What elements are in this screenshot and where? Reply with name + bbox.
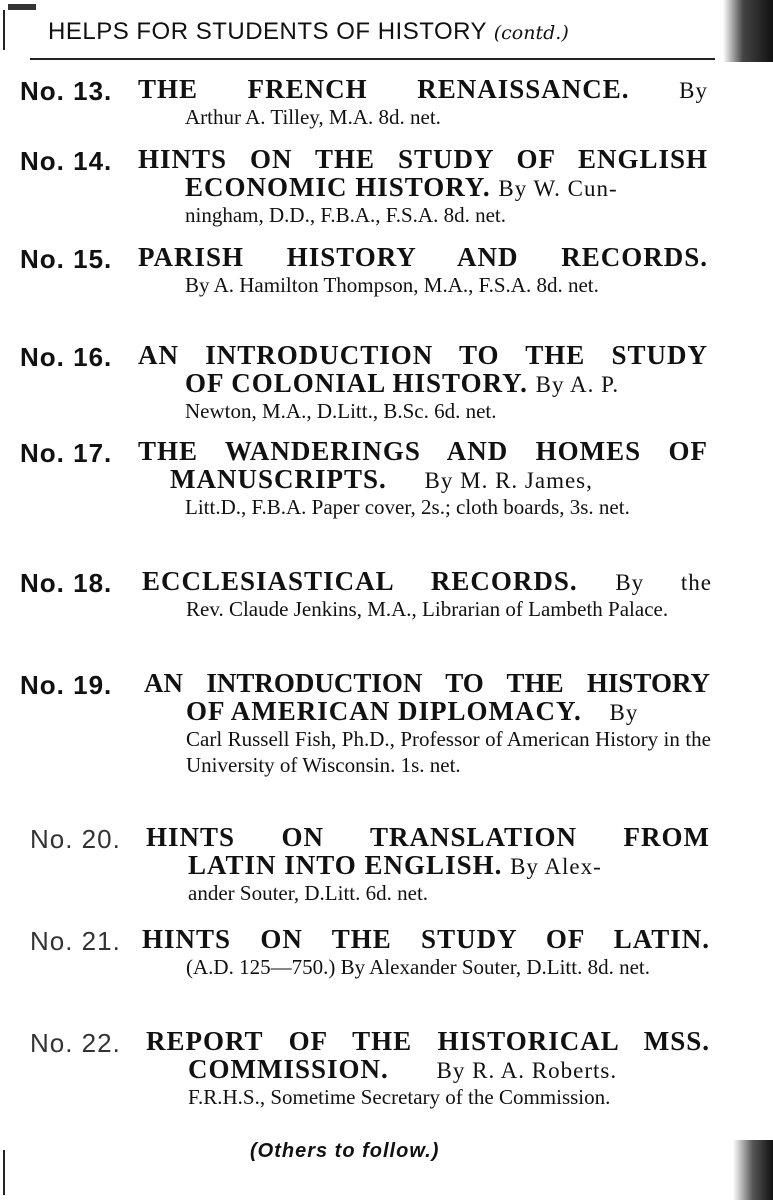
entry-description: Newton, M.A., D.Litt., B.Sc. 6d. net. <box>185 399 497 423</box>
entry-number: No. 22. <box>30 1028 121 1058</box>
entry-title-text: THE FRENCH RENAISSANCE. <box>138 74 630 104</box>
scan-artifact <box>8 4 36 10</box>
entry-number: No. 13. <box>20 76 113 106</box>
running-head-contd: (contd.) <box>493 22 569 44</box>
entry-title-tail: By A. P. <box>535 372 620 397</box>
entry-number: No. 14. <box>20 146 113 176</box>
entry-title-tail: By <box>679 78 708 103</box>
entry-title-line2-text: ECONOMIC HISTORY. <box>185 172 491 202</box>
entry-title-line2-text: OF AMERICAN DIPLOMACY. <box>186 696 582 726</box>
entry-title-line2 <box>188 1056 710 1084</box>
entry-number: No. 21. <box>30 926 121 956</box>
entry-description: By A. Hamilton Thompson, M.A., F.S.A. 8d. net. <box>185 273 599 297</box>
scan-edge-line <box>3 1150 5 1195</box>
entry-title-line2-text: LATIN INTO ENGLISH. <box>188 850 503 880</box>
entry-title-tail: By R. A. Roberts. <box>436 1058 618 1083</box>
entry-description: Carl Russell Fish, Ph.D., Professor of American History in the University of Wisconsin. 1s. net. <box>186 727 711 777</box>
scan-shadow <box>733 1140 773 1200</box>
entry-title-line2 <box>185 174 710 202</box>
entry-title-line2 <box>170 466 710 494</box>
entry-number: No. 17. <box>20 438 113 468</box>
entry-title <box>138 76 708 104</box>
entry-description: ningham, D.D., F.B.A., F.S.A. 8d. net. <box>185 203 506 227</box>
entry-title-tail: By the <box>615 570 712 595</box>
entry-title: AN INTRODUCTION TO THE HISTORY <box>144 668 710 698</box>
entry-number: No. 20. <box>30 824 121 854</box>
entry-title: HINTS ON THE STUDY OF ENGLISH <box>138 144 708 174</box>
entry-title-text: ECCLESIASTICAL RECORDS. <box>142 566 578 596</box>
entry-title-tail: By Alex- <box>510 854 602 879</box>
entry-title: AN INTRODUCTION TO THE STUDY <box>138 340 708 370</box>
entry-title <box>142 568 712 596</box>
scan-shadow <box>723 0 773 62</box>
running-head <box>48 18 708 46</box>
entry-title-line2-text: COMMISSION. <box>188 1054 389 1084</box>
entry-title-line2 <box>188 852 710 880</box>
entry-title-line2-text: MANUSCRIPTS. <box>170 464 387 494</box>
entry-title-tail: By M. R. James, <box>424 468 593 493</box>
entry-title-line2 <box>185 370 710 398</box>
entry-number: No. 16. <box>20 342 113 372</box>
entry-description: Rev. Claude Jenkins, M.A., Librarian of Lambeth Palace. <box>186 597 669 621</box>
entry-title-tail: By <box>609 700 639 725</box>
entry-title-line2-text: OF COLONIAL HISTORY. <box>185 368 528 398</box>
entry-description: Arthur A. Tilley, M.A. 8d. net. <box>185 105 441 129</box>
entry-number: No. 15. <box>20 244 113 274</box>
entry-description: ander Souter, D.Litt. 6d. net. <box>188 881 429 905</box>
entry-title-line2 <box>186 698 710 726</box>
entry-title: REPORT OF THE HISTORICAL MSS. <box>146 1026 710 1056</box>
entry-description: (A.D. 125—750.) By Alexander Souter, D.Litt. 8d. net. <box>186 955 651 979</box>
scan-edge-line <box>3 10 5 50</box>
running-head-title: HELPS FOR STUDENTS OF HISTORY <box>48 18 487 45</box>
entry-description: Litt.D., F.B.A. Paper cover, 2s.; cloth boards, 3s. net. <box>185 495 630 519</box>
entry-number: No. 19. <box>20 670 113 700</box>
others-to-follow-note: (Others to follow.) <box>250 1140 440 1162</box>
entry-description: F.R.H.S., Sometime Secretary of the Commission. <box>188 1085 611 1109</box>
entry-title: PARISH HISTORY AND RECORDS. <box>138 242 708 272</box>
entry-title-tail: By W. Cun- <box>498 176 618 201</box>
entry-title: THE WANDERINGS AND HOMES OF <box>138 436 708 466</box>
entry-title: HINTS ON THE STUDY OF LATIN. <box>142 924 710 954</box>
head-rule <box>30 58 715 60</box>
entry-title: HINTS ON TRANSLATION FROM <box>146 822 710 852</box>
entry-number: No. 18. <box>20 568 113 598</box>
